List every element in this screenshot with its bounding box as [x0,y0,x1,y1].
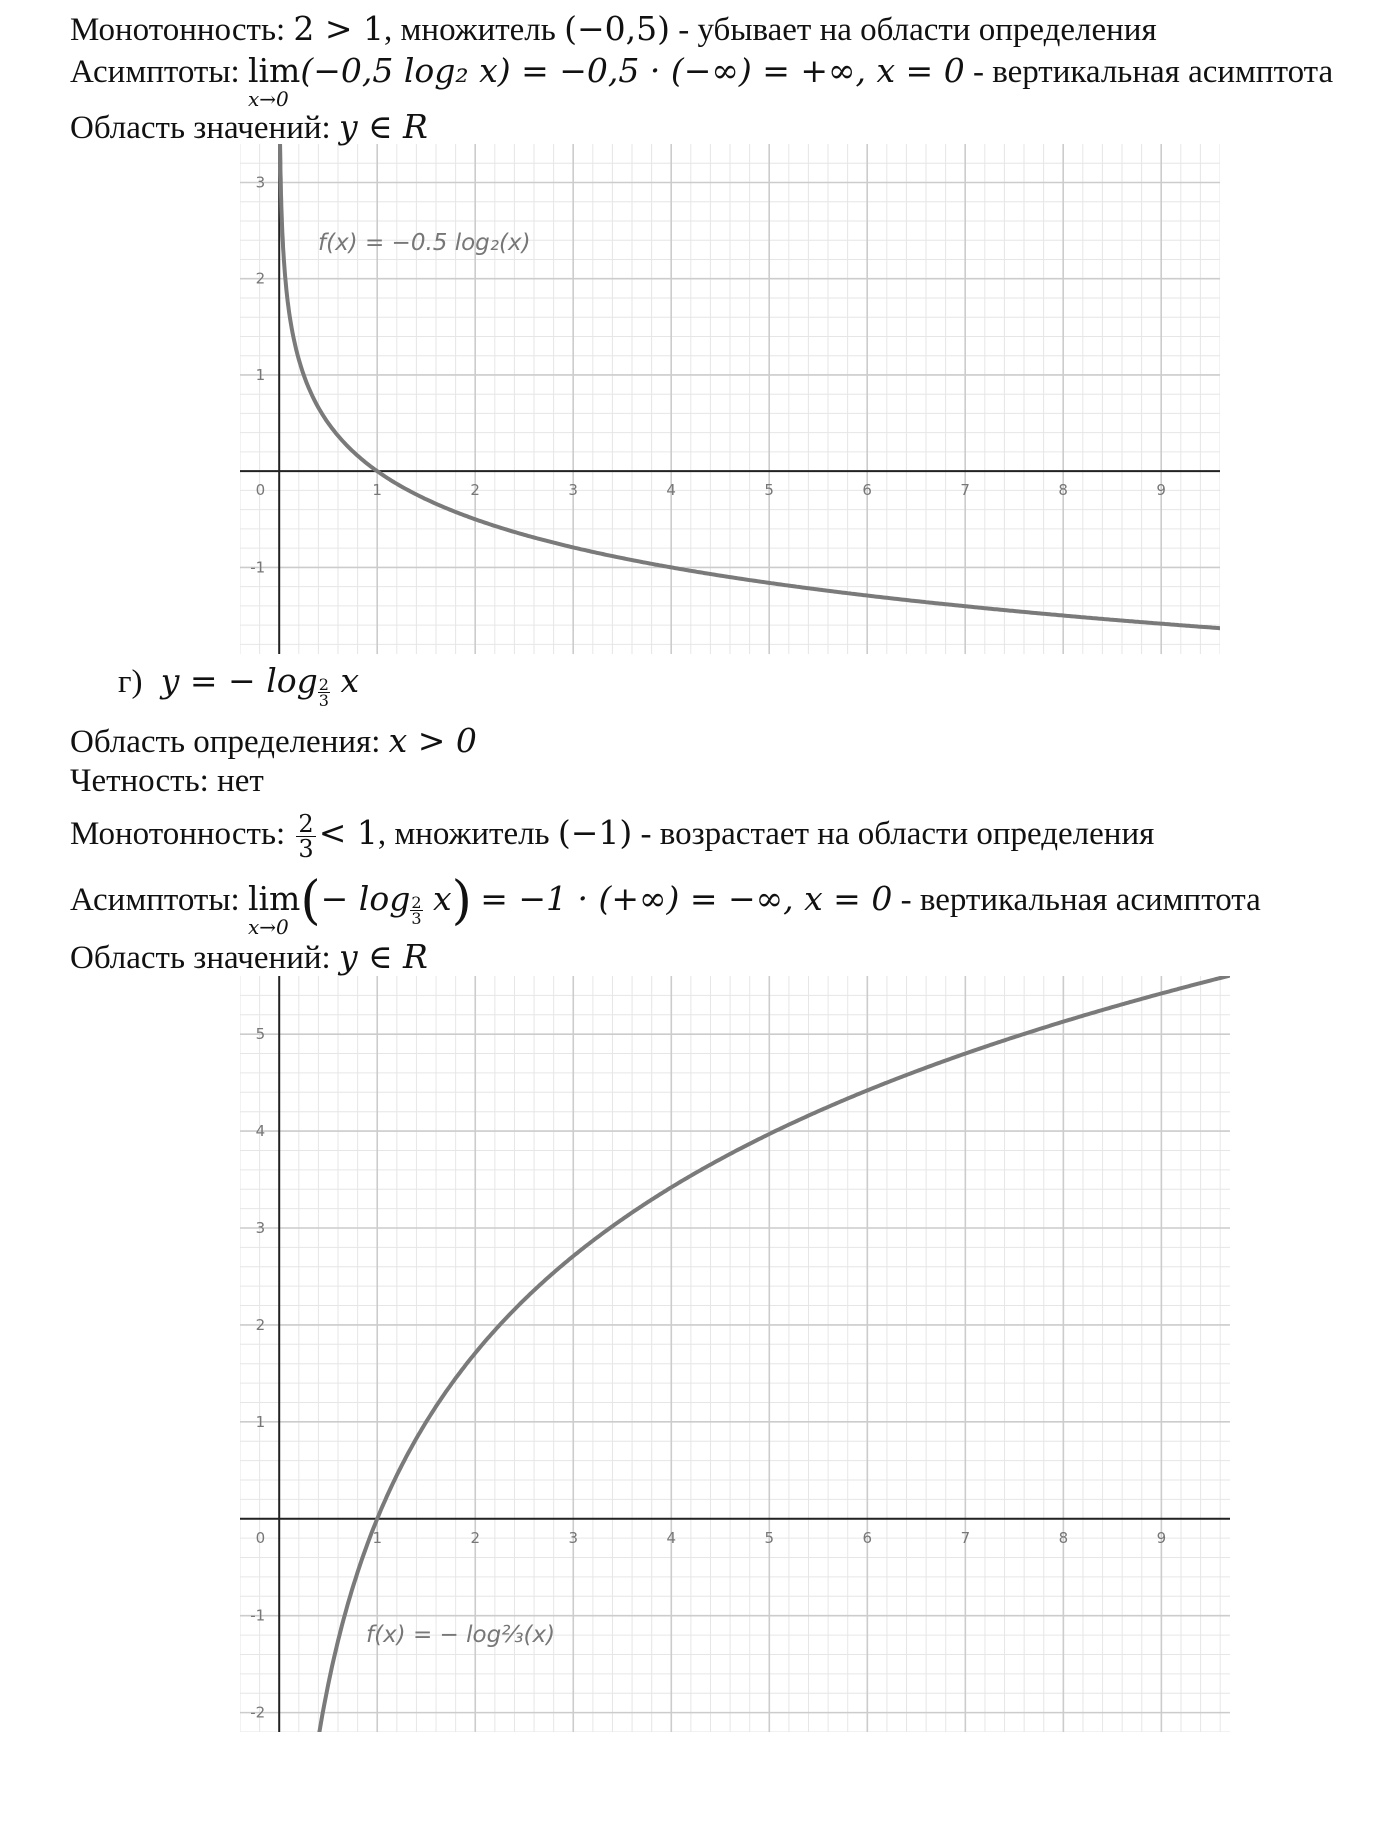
graph-neg-half-log2 [240,144,1220,654]
monotonicity-text: - убывает на области определения [669,12,1157,48]
monotonicity-mid: , множитель [384,12,565,48]
range-label: Область значений: [70,110,331,146]
fraction-two-thirds: $\frac{2}{3}$ [298,810,314,863]
asymptotes-expression: (−0,5 log₂ x) = −0,5 · (−∞) = +∞, x = 0 [300,51,965,90]
graph-neg-log-two-thirds [240,976,1230,1732]
x-tick-label: 6 [862,481,872,500]
lim-operator: lim x→0 [248,52,300,90]
lim-subscript: x→0 [247,87,289,111]
x-tick-label: 8 [1058,481,1068,500]
range-line-g [70,938,428,977]
minor-grid [240,976,1230,1732]
y-tick-label: 4 [255,1122,266,1141]
parity-label: Четность: [70,763,209,799]
domain-line-g [70,722,477,761]
x-tick-label: 5 [764,1528,775,1547]
monotonicity-math: 2 > 1 [293,9,385,48]
x-tick-label: 7 [960,1528,971,1547]
x-tick-label: 9 [1156,481,1166,500]
function-curve [317,976,1231,1732]
asymptotes-label: Асимптоты: [70,54,240,90]
monotonicity-math-g: < 1 [318,813,378,853]
x-tick-label: 3 [568,1528,579,1547]
range-math: y ∈ R [338,107,428,146]
x-tick-label: 4 [666,1528,677,1547]
parity-line-g [70,762,264,800]
monotonicity-label: Монотонность: [70,12,286,48]
range-math-g: y ∈ R [338,937,428,976]
y-tick-label: 3 [255,1219,266,1237]
monotonicity-label-g: Монотонность: [70,816,286,853]
asymptotes-text-g: - вертикальная асимптота [892,882,1261,918]
x-tick-label: 2 [470,481,480,500]
domain-label: Область определения: [70,724,381,760]
x-tick-label: 7 [960,481,970,500]
function-label: f(x) = −0.5 log₂(x) [318,230,531,256]
domain-math: x > 0 [388,721,477,760]
y-tick-label: 1 [255,1412,266,1431]
x-tick-label: 3 [568,481,578,500]
asymptotes-inner: − log $\frac{2}{3}$ x [320,879,452,928]
asymptotes-text: - вертикальная асимптота [964,54,1334,90]
asymptotes-rest-g: = −1 · (+∞) = −∞, x = 0 [480,879,893,918]
monotonicity-factor: (−0,5) [564,9,670,48]
monotonicity-text-g: - возрастает на области определения [632,816,1155,853]
x-tick-label: 6 [862,1528,873,1547]
item-label: г) [118,664,143,700]
y-tick-label: 0 [255,481,266,500]
y-tick-label: 0 [255,1528,266,1547]
monotonicity-line-g [70,812,1154,861]
y-tick-label: 2 [255,1315,266,1334]
x-tick-label: 2 [470,1528,481,1547]
monotonicity-factor-g: (−1) [557,813,633,853]
parity-value: нет [217,763,264,799]
lim-operator-g: lim x→0 [248,880,300,918]
range-label-g: Область значений: [70,940,331,976]
x-tick-label: 5 [764,481,774,500]
range-line-v [70,108,428,147]
asymptotes-label-g: Асимптоты: [70,882,240,918]
x-tick-label: 4 [666,481,676,500]
y-tick-label: 5 [255,1025,266,1044]
monotonicity-line-v [70,10,1157,49]
y-tick-label: 1 [255,365,266,384]
asymptotes-line-g: Асимптоты: lim x→0 (− log $\frac{2}{3}$ x) = −1 · (+∞) = −∞, x = 0 - вертикальная асимптота [70,880,1261,926]
x-tick-label: 1 [372,1528,383,1547]
x-tick-label: 9 [1156,1528,1167,1547]
y-tick-label: -1 [250,1606,266,1625]
function-line-g [118,662,359,708]
monotonicity-mid-g: , множитель [377,816,558,853]
y-tick-label: 2 [255,269,266,288]
lim-subscript-g: x→0 [247,915,289,939]
y-tick-label: 3 [255,173,266,192]
function-label: f(x) = − log⅔(x) [366,1622,556,1648]
y-tick-label: -2 [250,1703,266,1722]
x-tick-label: 8 [1058,1528,1069,1547]
function-formula: y = − log $\frac{2}{3}$ x [160,661,360,710]
asymptotes-line-v [70,51,1334,111]
y-tick-label: -1 [250,558,266,577]
x-tick-label: 1 [372,481,382,500]
major-grid [240,976,1230,1732]
